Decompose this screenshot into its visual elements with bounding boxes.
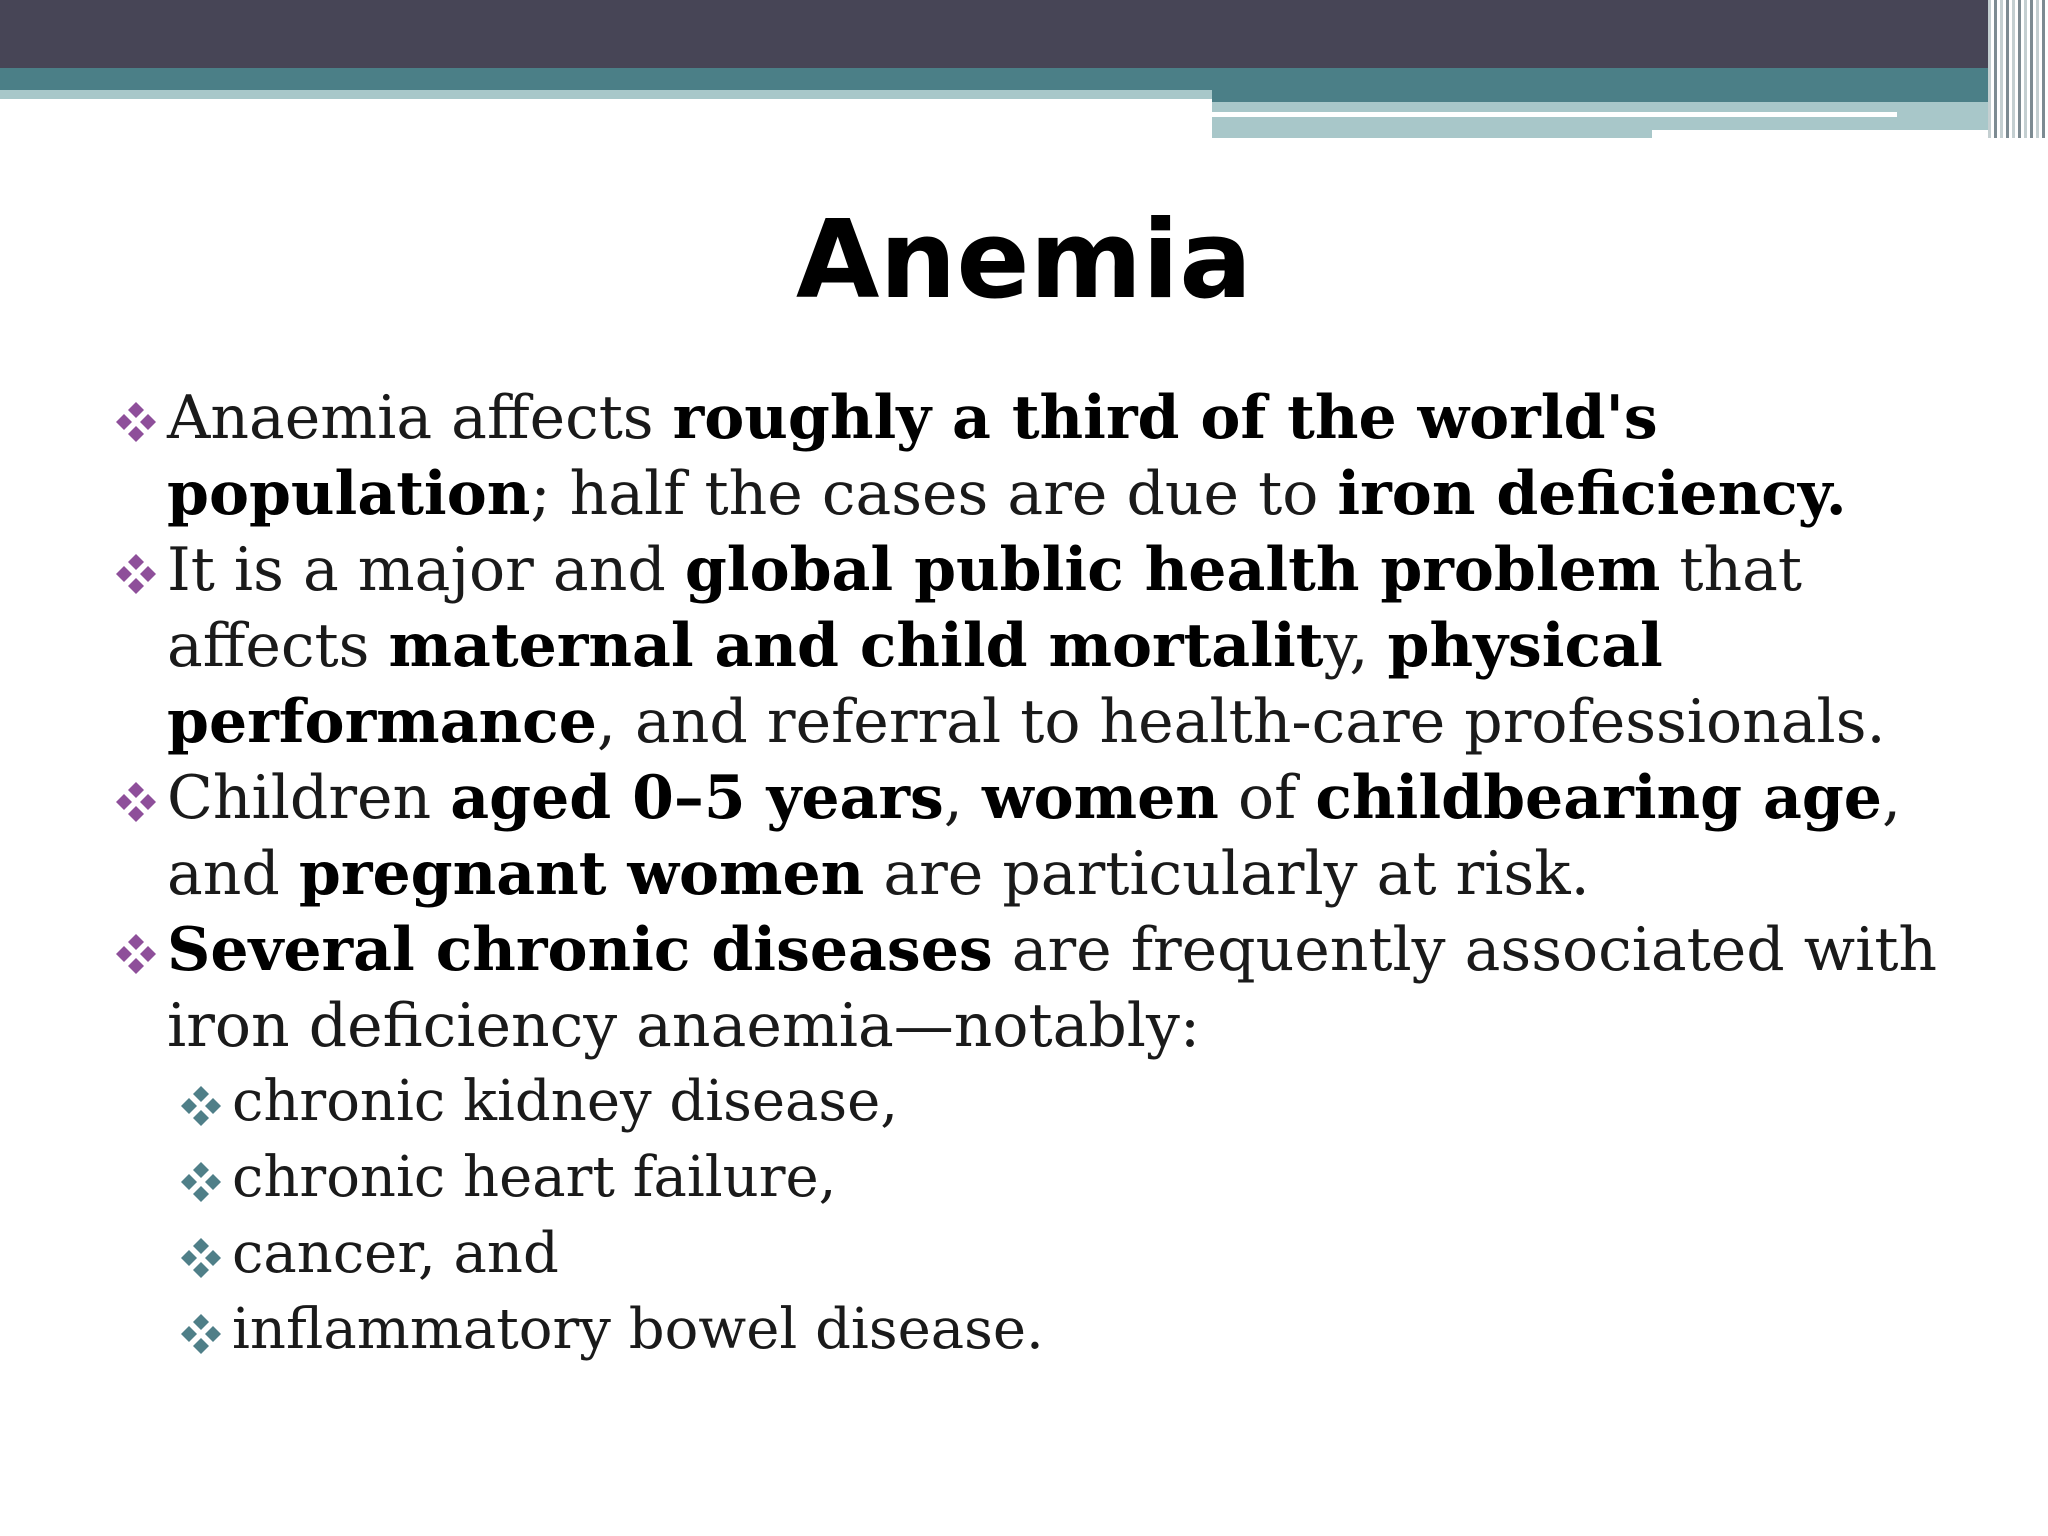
diamond-cluster-icon	[116, 934, 156, 974]
bullet-text: Anaemia affects	[167, 383, 673, 453]
bullet-text-bold: Several chronic diseases	[167, 915, 993, 985]
diamond-cluster-icon	[116, 782, 156, 822]
sub-bullet-text: cancer, and	[232, 1221, 559, 1286]
header-teal-band-left	[0, 68, 1212, 90]
bullet-item	[110, 760, 2000, 912]
bullet-text-bold: roughly a third of the world's population	[167, 383, 1658, 529]
diamond-cluster-icon	[116, 554, 156, 594]
diamond-cluster-icon	[181, 1314, 221, 1354]
bullet-item	[110, 380, 2000, 532]
bullet-text: Children	[167, 763, 451, 833]
bullet-text-bold: physical performance	[167, 611, 1663, 757]
sub-bullet-text: chronic kidney disease,	[232, 1069, 899, 1134]
diamond-cluster-icon	[181, 1162, 221, 1202]
header-light-band-left	[0, 90, 1212, 99]
bullet-text: are particularly at risk.	[864, 839, 1590, 909]
bullet-text-bold: childbearing age	[1315, 763, 1882, 833]
bullet-text: ,	[943, 763, 982, 833]
bullet-item	[110, 912, 2000, 1064]
sub-bullet-item	[175, 1216, 2000, 1292]
bullet-text-bold: aged 0–5 years	[450, 763, 944, 833]
bullet-text: y,	[1323, 611, 1388, 681]
sub-bullet-text: chronic heart failure,	[232, 1145, 837, 1210]
slide-body	[110, 380, 2000, 1368]
bullet-text: It is a major and	[167, 535, 685, 605]
bullet-text-bold: global public health problem	[684, 535, 1661, 605]
bullet-text-bold: women	[981, 763, 1219, 833]
sub-bullet-item	[175, 1292, 2000, 1368]
bullet-text: , and referral to health-care professionals.	[596, 687, 1886, 757]
header-white-line-lower	[1652, 130, 1992, 138]
diamond-cluster-icon	[116, 402, 156, 442]
bullet-text-bold: pregnant women	[298, 839, 865, 909]
diamond-cluster-icon	[181, 1086, 221, 1126]
header-white-line	[1212, 112, 1897, 117]
bullet-text: ; half the cases are due to	[530, 459, 1338, 529]
bullet-text-bold: iron deficiency.	[1337, 459, 1847, 529]
bullet-text: of	[1218, 763, 1316, 833]
header-stripes-decoration	[1988, 0, 2048, 138]
sub-bullet-item	[175, 1140, 2000, 1216]
sub-bullet-item	[175, 1064, 2000, 1140]
bullet-text-bold: maternal and child mortalit	[388, 611, 1324, 681]
slide-title: Anemia	[795, 198, 1253, 323]
header-teal-band-right	[1212, 68, 1992, 102]
bullet-text: that affects	[167, 535, 1803, 681]
diamond-cluster-icon	[181, 1238, 221, 1278]
bullet-text: , and	[167, 763, 1902, 909]
sub-bullet-text: inflammatory bowel disease.	[232, 1297, 1044, 1362]
header-dark-band	[0, 0, 2048, 68]
bullet-text: are frequently associated with iron deficiency anaemia—notably:	[167, 915, 1938, 1061]
bullet-item	[110, 532, 2000, 760]
